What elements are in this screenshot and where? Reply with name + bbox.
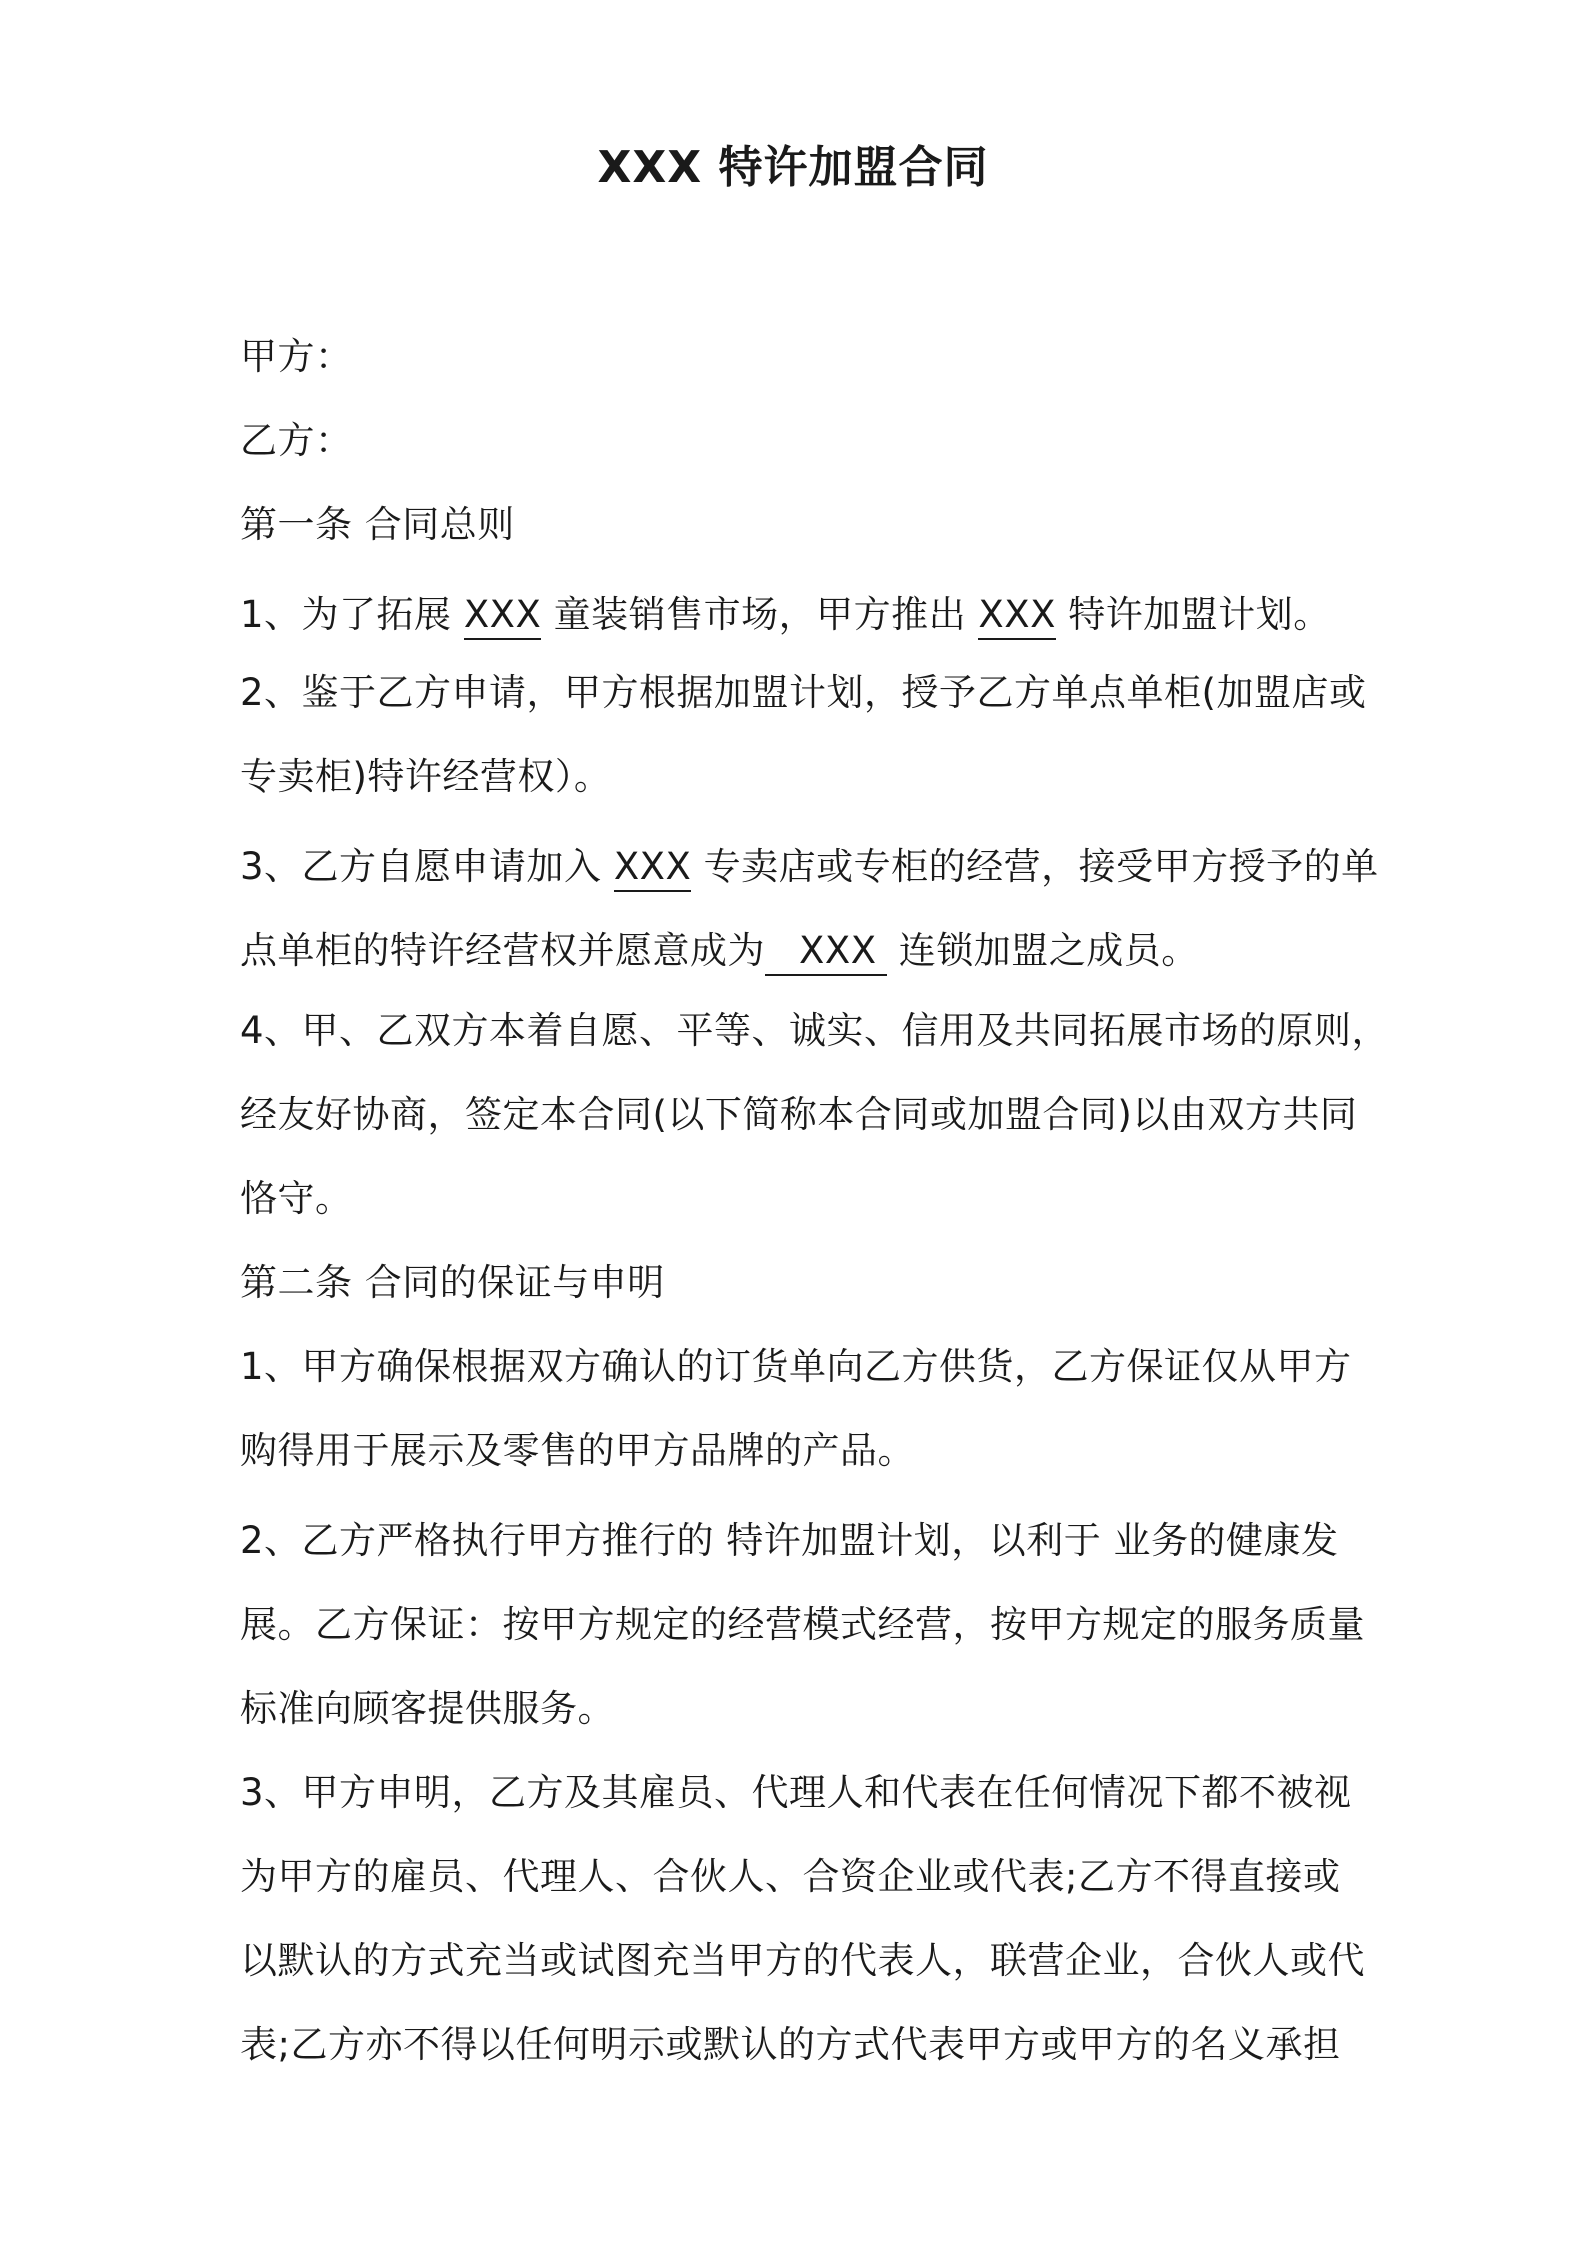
text-run: 特许加盟计划。 <box>1055 593 1331 636</box>
text-run: 1、为了拓展 <box>240 593 464 636</box>
article-2-clause-3-line-4: 表;乙方亦不得以任何明示或默认的方式代表甲方或甲方的名义承担 <box>240 2023 1341 2066</box>
article-2-clause-3-line-1: 3、甲方申明，乙方及其雇员、代理人和代表在任何情况下都不被视 <box>240 1771 1352 1814</box>
text-run: 童装销售市场，甲方推出 <box>541 593 979 636</box>
article-1-clause-2-line-1: 2、鉴于乙方申请，甲方根据加盟计划，授予乙方单点单柜(加盟店或 <box>240 671 1367 714</box>
article-2-heading: 第二条 合同的保证与申明 <box>240 1261 665 1304</box>
text-run: 3、乙方自愿申请加入 <box>240 845 614 888</box>
article-1-clause-3-line-1 <box>240 842 1379 892</box>
article-2-clause-2-line-1: 2、乙方严格执行甲方推行的 特许加盟计划，以利于 业务的健康发 <box>240 1519 1339 1562</box>
article-1-clause-4-line-2: 经友好协商，签定本合同(以下简称本合同或加盟合同)以由双方共同 <box>240 1093 1358 1136</box>
underlined-blank: XXX <box>765 930 887 976</box>
article-2-clause-3-line-2: 为甲方的雇员、代理人、合伙人、合资企业或代表;乙方不得直接或 <box>240 1855 1341 1898</box>
article-1-clause-3-line-2 <box>240 926 1199 976</box>
document-title: XXX 特许加盟合同 <box>597 142 989 193</box>
article-2-clause-1-line-2: 购得用于展示及零售的甲方品牌的产品。 <box>240 1429 915 1472</box>
underlined-blank: XXX <box>464 594 542 640</box>
underlined-blank: XXX <box>978 594 1056 640</box>
article-1-clause-4-line-3: 恪守。 <box>240 1177 353 1220</box>
article-1-clause-4-line-1: 4、甲、乙双方本着自愿、平等、诚实、信用及共同拓展市场的原则， <box>240 1009 1390 1052</box>
article-1-heading: 第一条 合同总则 <box>240 503 515 546</box>
underlined-blank: XXX <box>614 846 692 892</box>
party-b-label: 乙方： <box>240 419 353 462</box>
article-2-clause-2-line-2: 展。乙方保证：按甲方规定的经营模式经营，按甲方规定的服务质量 <box>240 1603 1365 1646</box>
article-2-clause-3-line-3: 以默认的方式充当或试图充当甲方的代表人，联营企业，合伙人或代 <box>240 1939 1365 1982</box>
article-2-clause-2-line-3: 标准向顾客提供服务。 <box>240 1687 615 1730</box>
text-run: 点单柜的特许经营权并愿意成为 <box>240 929 765 972</box>
text-run: 专卖店或专柜的经营，接受甲方授予的单 <box>691 845 1379 888</box>
article-2-clause-1-line-1: 1、甲方确保根据双方确认的订货单向乙方供货，乙方保证仅从甲方 <box>240 1345 1352 1388</box>
text-run: 连锁加盟之成员。 <box>886 929 1199 972</box>
article-1-clause-2-line-2: 专卖柜)特许经营权）。 <box>240 755 612 798</box>
article-1-clause-1 <box>240 590 1331 640</box>
party-a-label: 甲方： <box>240 335 353 378</box>
